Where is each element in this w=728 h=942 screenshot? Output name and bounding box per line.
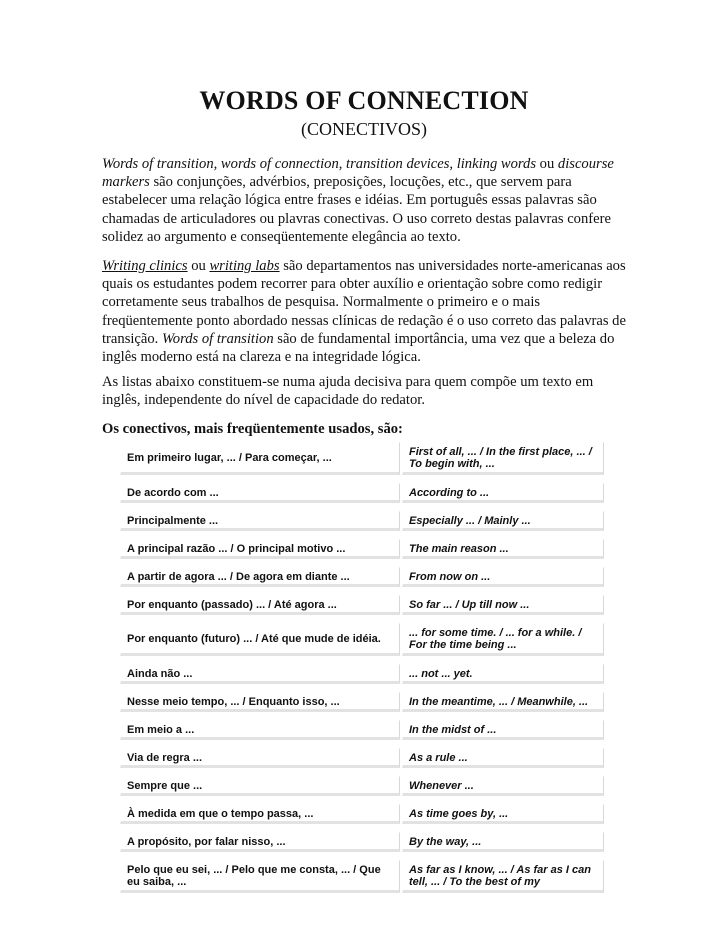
table-row <box>120 832 604 852</box>
row-gap <box>120 770 604 774</box>
row-gap <box>120 686 604 690</box>
p2-words-of-transition: Words of transition <box>161 330 274 347</box>
portuguese-phrase: Via de regra ... <box>120 748 400 768</box>
connectives-table <box>118 440 606 895</box>
portuguese-phrase: A propósito, por falar nisso, ... <box>120 832 400 852</box>
portuguese-phrase: Em meio a ... <box>120 720 400 740</box>
english-phrase: From now on ... <box>402 567 604 587</box>
row-gap <box>120 617 604 621</box>
row-gap <box>120 533 604 537</box>
english-phrase: ... not ... yet. <box>402 664 604 684</box>
row-gap <box>120 477 604 481</box>
portuguese-phrase: De acordo com ... <box>120 483 400 503</box>
row-gap-cell <box>120 742 604 746</box>
table-row <box>120 595 604 615</box>
table-row <box>120 442 604 475</box>
english-phrase: Especially ... / Mainly ... <box>402 511 604 531</box>
table-row <box>120 860 604 893</box>
english-phrase: As time goes by, ... <box>402 804 604 824</box>
portuguese-phrase: Por enquanto (passado) ... / Até agora ... <box>120 595 400 615</box>
english-phrase: As far as I know, ... / As far as I can tell, ... / To the best of my <box>402 860 604 893</box>
english-phrase: So far ... / Up till now ... <box>402 595 604 615</box>
row-gap <box>120 742 604 746</box>
portuguese-phrase: À medida em que o tempo passa, ... <box>120 804 400 824</box>
table-row <box>120 748 604 768</box>
lists-paragraph: As listas abaixo constituem-se numa ajuda decisiva para quem compõe um texto em inglês, independente do nível de capacidade do redator. <box>102 374 594 409</box>
document-subtitle <box>0 119 728 140</box>
row-gap-cell <box>120 854 604 858</box>
english-phrase: The main reason ... <box>402 539 604 559</box>
p2-end: são de fundamental importância, uma vez que a beleza do inglês moderno está na clareza e na integridade lógica. <box>102 330 615 366</box>
table-row <box>120 720 604 740</box>
table-row <box>120 776 604 796</box>
row-gap <box>120 658 604 662</box>
list-heading: Os conectivos, mais freqüentemente usados, são: <box>102 421 403 437</box>
portuguese-phrase: Em primeiro lugar, ... / Para começar, ... <box>120 442 400 475</box>
portuguese-phrase: Nesse meio tempo, ... / Enquanto isso, ... <box>120 692 400 712</box>
portuguese-phrase: Ainda não ... <box>120 664 400 684</box>
row-gap <box>120 561 604 565</box>
row-gap <box>120 826 604 830</box>
table-row <box>120 623 604 656</box>
english-phrase: As a rule ... <box>402 748 604 768</box>
portuguese-phrase: Pelo que eu sei, ... / Pelo que me consta, ... / Que eu saiba, ... <box>120 860 400 893</box>
row-gap-cell <box>120 714 604 718</box>
table-row <box>120 511 604 531</box>
english-phrase: ... for some time. / ... for a while. / For the time being ... <box>402 623 604 656</box>
writing-clinics-paragraph <box>102 257 626 366</box>
english-phrase: First of all, ... / In the first place, ... / To begin with, ... <box>402 442 604 475</box>
english-phrase: In the meantime, ... / Meanwhile, ... <box>402 692 604 712</box>
row-gap-cell <box>120 826 604 830</box>
row-gap-cell <box>120 798 604 802</box>
english-phrase: By the way, ... <box>402 832 604 852</box>
english-phrase: Whenever ... <box>402 776 604 796</box>
row-gap-cell <box>120 589 604 593</box>
row-gap <box>120 854 604 858</box>
table-row <box>120 804 604 824</box>
row-gap <box>120 505 604 509</box>
row-gap-cell <box>120 561 604 565</box>
table-row <box>120 664 604 684</box>
row-gap-cell <box>120 533 604 537</box>
p1-connector: ou <box>536 156 558 172</box>
table-row <box>120 692 604 712</box>
row-gap <box>120 798 604 802</box>
p1-body: são conjunções, advérbios, preposições, locuções, etc., que servem para estabelecer uma relação lógica entre frases e idéias. Em português essas palavras são chamadas de articuladores ou plavras conectivas. O uso correto destas palavras confere solidez ao argumento e conseqüentemente elegância ao texto. <box>102 174 611 245</box>
p2-writing-clinics: Writing clinics <box>102 258 188 274</box>
english-phrase: In the midst of ... <box>402 720 604 740</box>
english-phrase: According to ... <box>402 483 604 503</box>
table-row <box>120 567 604 587</box>
row-gap-cell <box>120 617 604 621</box>
p2-writing-labs: writing labs <box>209 258 280 274</box>
portuguese-phrase: A partir de agora ... / De agora em diante ... <box>120 567 400 587</box>
table-row <box>120 483 604 503</box>
row-gap <box>120 589 604 593</box>
connectives-table-body <box>120 442 604 893</box>
p2-body: são departamentos nas universidades norte-americanas aos quais os estudantes podem recorrer para obter auxílio e orientação sobre como redigir corretamente seus trabalhos de pesquisa. Normalmente o primeiro e o mais freqüentemente ponto abordado nessas clínicas de redação é o uso correto das palavras de transição. <box>102 258 626 347</box>
row-gap-cell <box>120 477 604 481</box>
row-gap-cell <box>120 770 604 774</box>
row-gap <box>120 714 604 718</box>
p1-italic-terms: Words of transition, words of connection, transition devices, linking words <box>102 156 537 172</box>
table-row <box>120 539 604 559</box>
intro-paragraph <box>102 155 626 246</box>
subtitle-text: (CONECTIVOS) <box>301 119 427 139</box>
document-title: WORDS OF CONNECTION <box>199 86 529 115</box>
portuguese-phrase: Por enquanto (futuro) ... / Até que mude de idéia. <box>120 623 400 656</box>
row-gap-cell <box>120 658 604 662</box>
row-gap-cell <box>120 505 604 509</box>
portuguese-phrase: A principal razão ... / O principal motivo ... <box>120 539 400 559</box>
p2-connector: ou <box>187 258 210 274</box>
p1-italic-markers: discourse markers <box>102 156 614 191</box>
row-gap-cell <box>120 686 604 690</box>
portuguese-phrase: Sempre que ... <box>120 776 400 796</box>
portuguese-phrase: Principalmente ... <box>120 511 400 531</box>
